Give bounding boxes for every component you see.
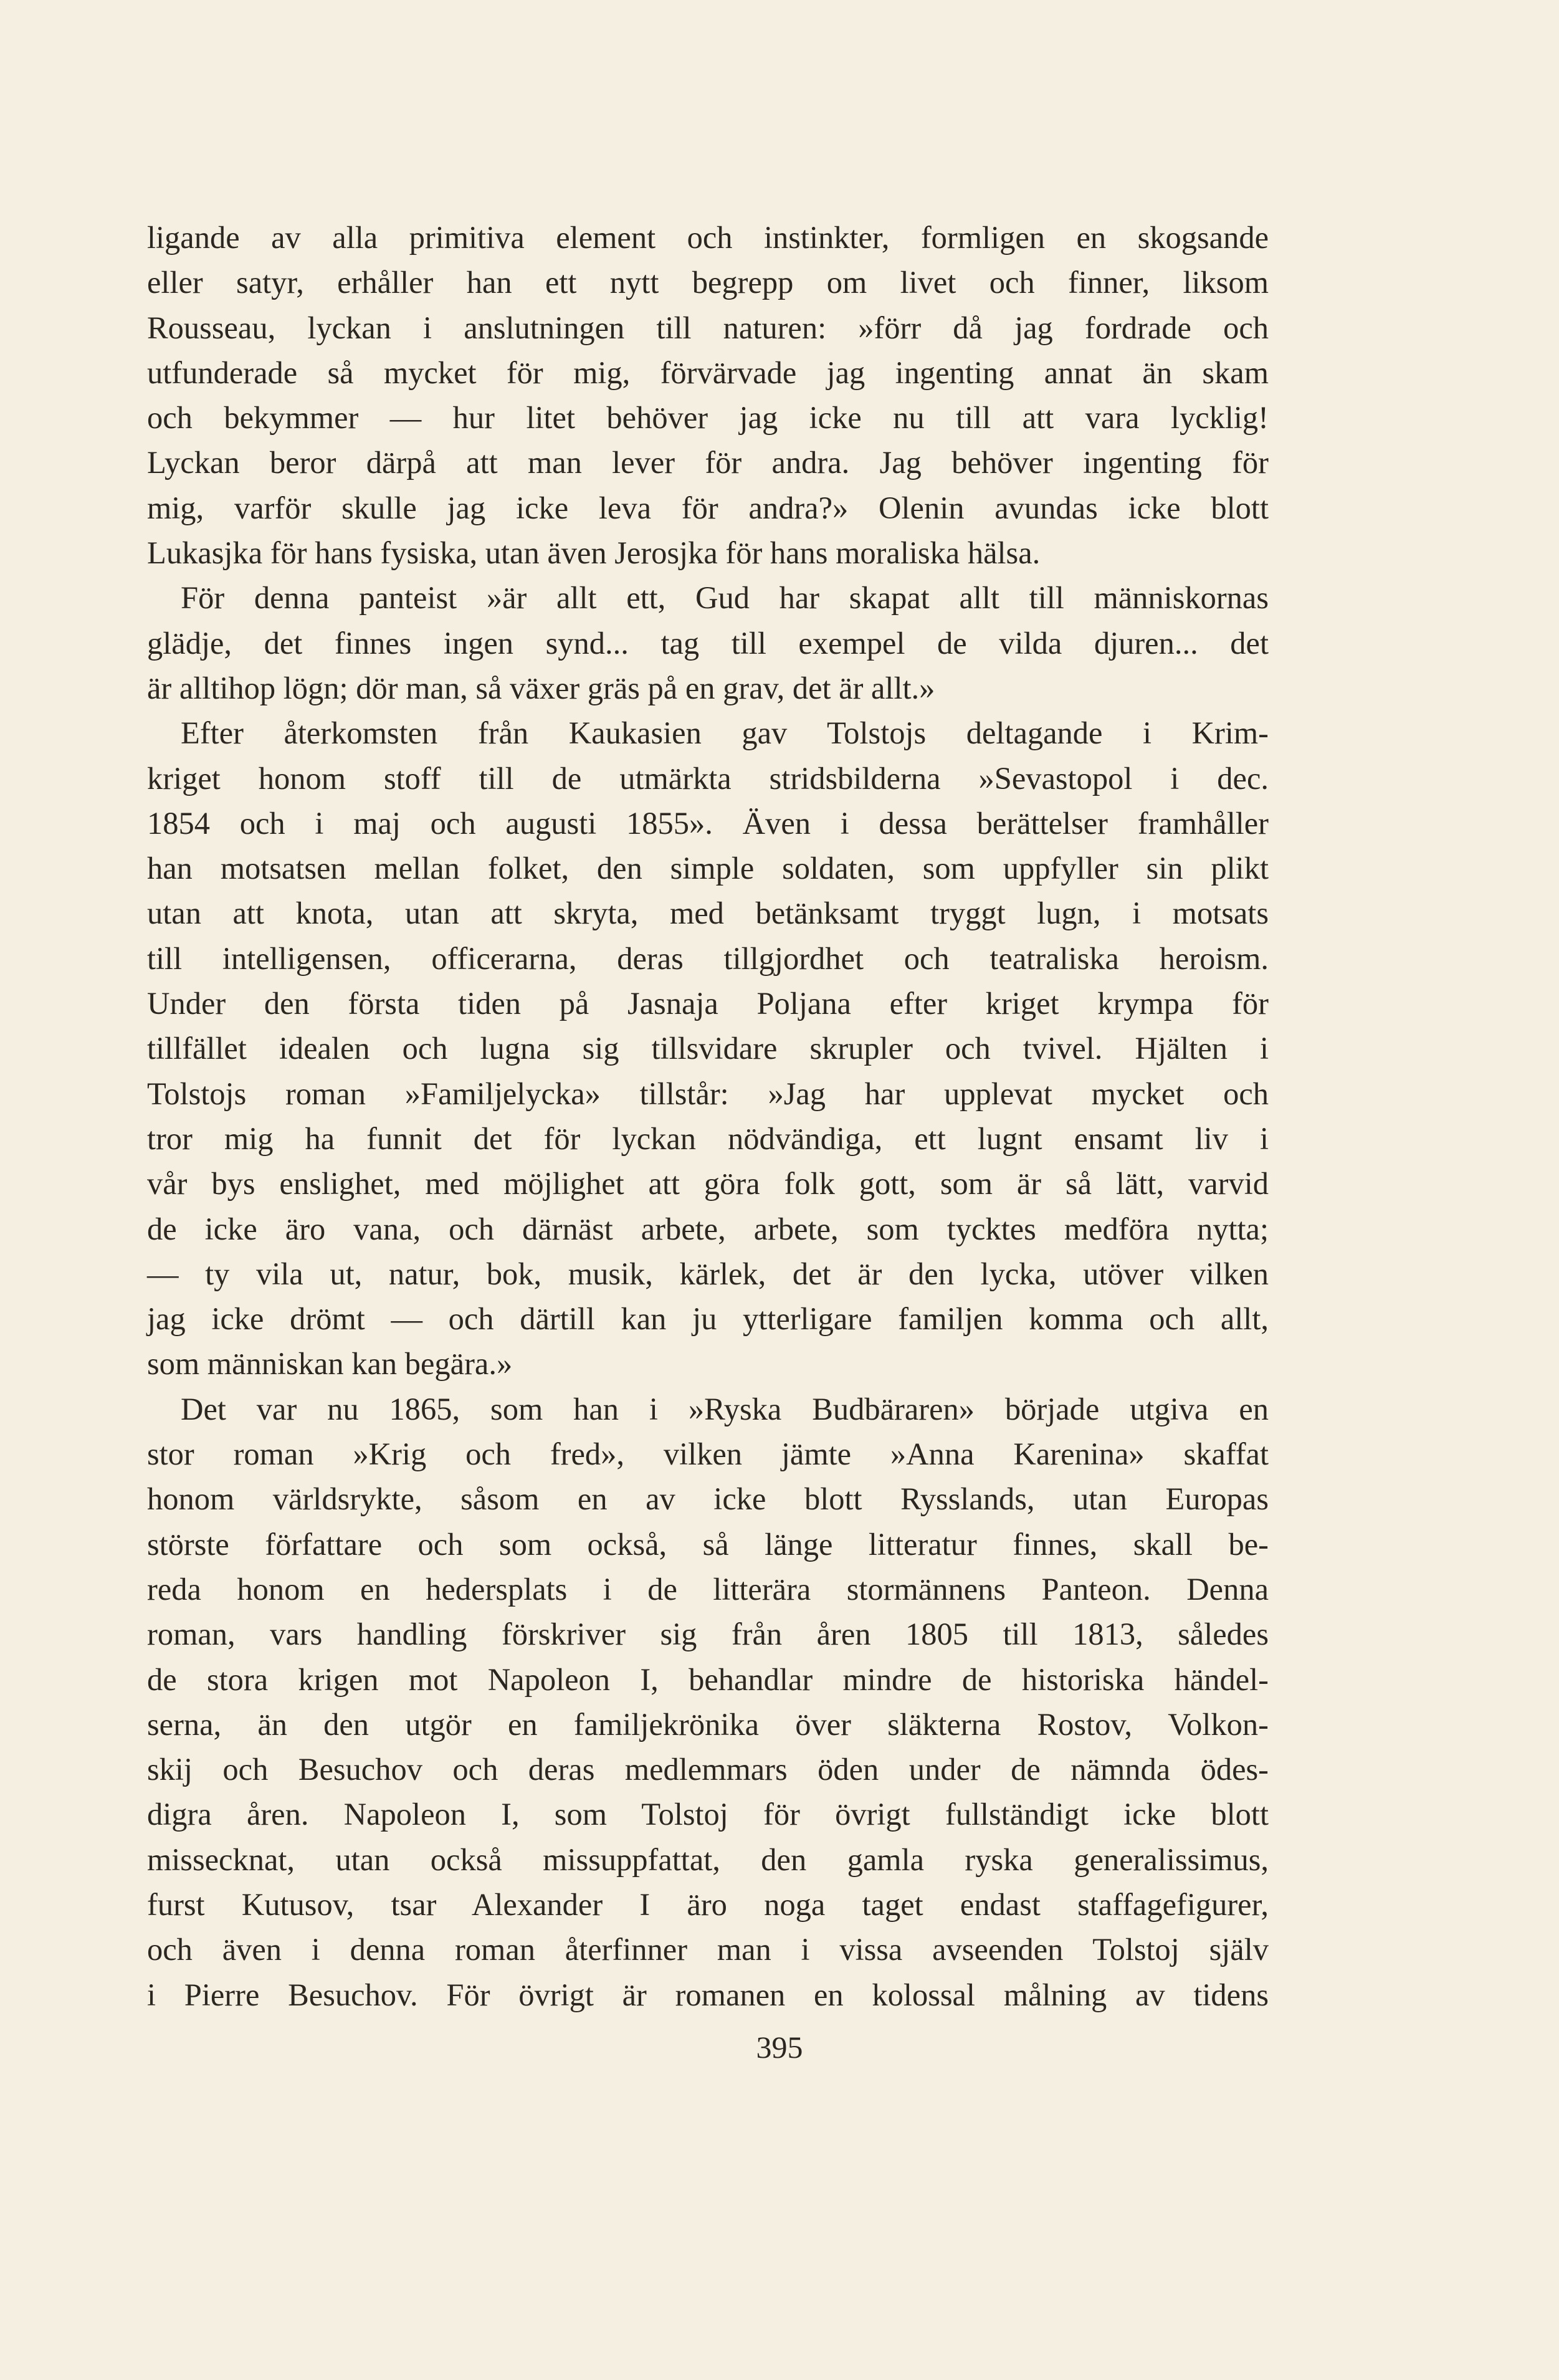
text-line: serna, än den utgör en familjekrönika över släkterna Rostov, Volkon- <box>147 1706 1269 1742</box>
text-line: — ty vila ut, natur, bok, musik, kärlek, det är den lycka, utöver vilken <box>147 1256 1269 1291</box>
text-line: För denna panteist »är allt ett, Gud har skapat allt till människornas <box>181 580 1269 616</box>
text-line: är alltihop lögn; dör man, så växer gräs på en grav, det är allt.» <box>147 670 935 705</box>
text-line: digra åren. Napoleon I, som Tolstoj för övrigt fullständigt icke blott <box>147 1797 1269 1832</box>
page-number: 395 <box>756 2030 803 2065</box>
text-line: ligande av alla primitiva element och instinkter, formligen en skogsande <box>147 220 1269 255</box>
text-line: stor roman »Krig och fred», vilken jämte »Anna Karenina» skaffat <box>147 1436 1269 1472</box>
text-line: han motsatsen mellan folket, den simple soldaten, som uppfyller sin plikt <box>147 851 1269 886</box>
text-line: och även i denna roman återfinner man i vissa avseenden Tolstoj själv <box>147 1932 1269 1967</box>
text-line: Lyckan beror därpå att man lever för andra. Jag behöver ingenting för <box>147 445 1269 480</box>
text-line: tror mig ha funnit det för lyckan nödvändiga, ett lugnt ensamt liv i <box>147 1121 1269 1156</box>
text-line: missecknat, utan också missuppfattat, den gamla ryska generalissimus, <box>147 1842 1269 1877</box>
text-line: mig, varför skulle jag icke leva för andra?» Olenin avundas icke blott <box>147 490 1269 525</box>
text-line: 1854 och i maj och augusti 1855». Även i dessa berättelser framhåller <box>147 805 1269 841</box>
text-line: utfunderade så mycket för mig, förvärvade jag ingenting annat än skam <box>147 355 1269 390</box>
text-line: till intelligensen, officerarna, deras tillgjordhet och teatraliska heroism. <box>147 940 1269 976</box>
text-line: roman, vars handling förskriver sig från åren 1805 till 1813, således <box>147 1617 1269 1652</box>
text-line: Tolstojs roman »Familjelycka» tillstår: »Jag har upplevat mycket och <box>147 1076 1269 1111</box>
text-line: som människan kan begära.» <box>147 1346 513 1382</box>
text-line: utan att knota, utan att skryta, med betänksamt tryggt lugn, i motsats <box>147 896 1269 931</box>
text-line: Efter återkomsten från Kaukasien gav Tolstojs deltagande i Krim- <box>181 715 1269 751</box>
text-line: reda honom en hedersplats i de litterära stormännens Panteon. Denna <box>147 1571 1269 1607</box>
text-line: honom världsrykte, såsom en av icke blott Rysslands, utan Europas <box>147 1481 1269 1517</box>
text-line: Det var nu 1865, som han i »Ryska Budbäraren» började utgiva en <box>181 1391 1269 1427</box>
text-line: vår bys enslighet, med möjlighet att göra folk gott, som är så lätt, varvid <box>147 1166 1269 1202</box>
text-line: jag icke drömt — och därtill kan ju ytterligare familjen komma och allt, <box>147 1301 1269 1337</box>
text-line: Under den första tiden på Jasnaja Poljana efter kriget krympa för <box>147 986 1269 1021</box>
text-line: furst Kutusov, tsar Alexander I äro noga taget endast staffagefigurer, <box>147 1886 1269 1922</box>
text-line: Lukasjka för hans fysiska, utan även Jerosjka för hans moraliska hälsa. <box>147 535 1041 571</box>
text-line: i Pierre Besuchov. För övrigt är romanen en kolossal målning av tidens <box>147 1977 1269 2012</box>
text-line: störste författare och som också, så länge litteratur finnes, skall be- <box>147 1526 1269 1562</box>
text-line: de icke äro vana, och därnäst arbete, arbete, som tycktes medföra nytta; <box>147 1211 1269 1246</box>
text-line: Rousseau, lyckan i anslutningen till naturen: »förr då jag fordrade och <box>147 310 1269 345</box>
text-line: eller satyr, erhåller han ett nytt begrepp om livet och finner, liksom <box>147 265 1269 300</box>
text-line: skij och Besuchov och deras medlemmars öden under de nämnda ödes- <box>147 1752 1269 1787</box>
text-line: glädje, det finnes ingen synd... tag till exempel de vilda djuren... det <box>147 625 1269 661</box>
text-line: kriget honom stoff till de utmärkta stridsbilderna »Sevastopol i dec. <box>147 760 1269 796</box>
body-text <box>147 215 1269 2017</box>
text-line: tillfället idealen och lugna sig tillsvidare skrupler och tvivel. Hjälten i <box>147 1031 1269 1066</box>
text-line: och bekymmer — hur litet behöver jag icke nu till att vara lycklig! <box>147 400 1269 436</box>
text-line: de stora krigen mot Napoleon I, behandlar mindre de historiska händel- <box>147 1661 1269 1697</box>
